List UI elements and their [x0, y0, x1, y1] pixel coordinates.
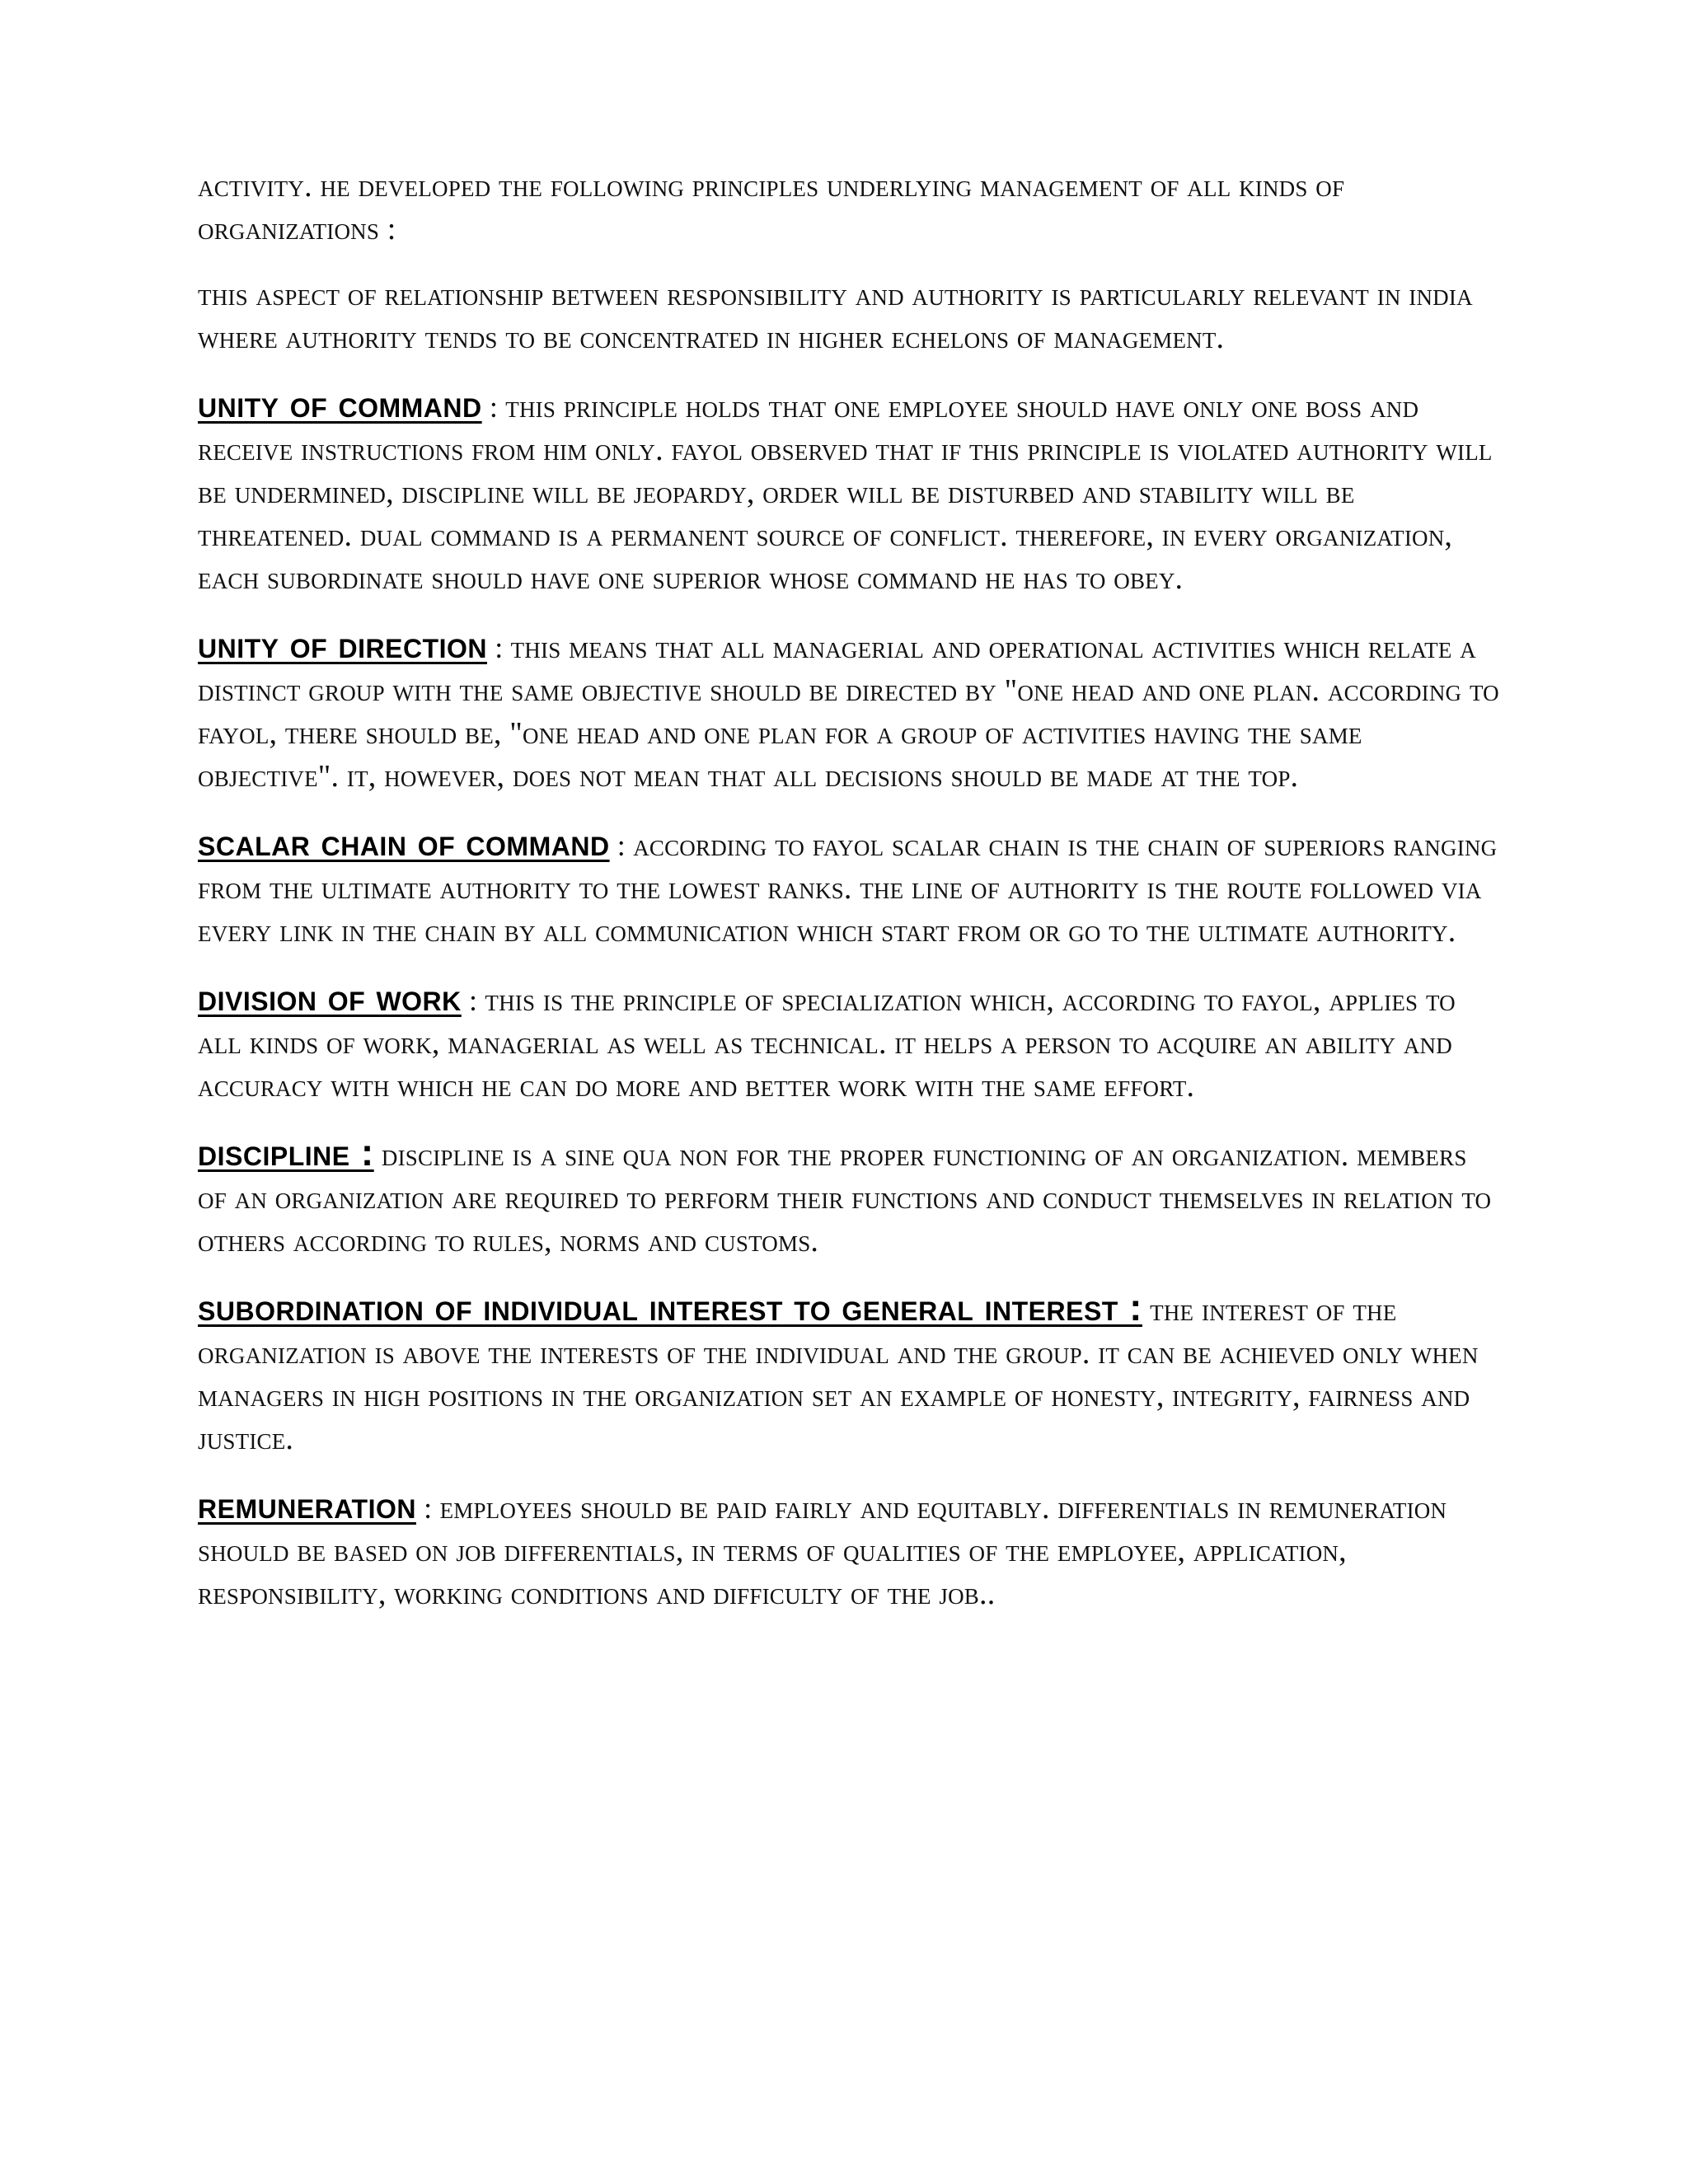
section-heading: unity of command — [198, 382, 482, 425]
document-page — [198, 165, 1500, 1638]
section-body: this is the principle of specialization which, according to fayol, applies to all kinds of work, managerial as well as technical. it helps a person to acquire an ability and accuracy with which he can do more and better work with the same effort. — [198, 983, 1456, 1104]
section-separator: : — [481, 391, 506, 424]
section-body: the interest of the organization is above the interests of the individual and the group. it can be achieved only when managers in high positions in the organization set an example of honesty, integrity, fairness and justice. — [198, 1293, 1479, 1456]
authority-paragraph: this aspect of relationship between responsibility and authority is particularly relevant in india where authority tends to be concentrated in higher echelons of management. — [198, 278, 1473, 355]
section-unity-of-direction — [198, 623, 1500, 798]
section-body: this principle holds that one employee should have only one boss and receive instructions from him only. fayol observed that if this principle is violated authority will be undermined, discipline will be jeopardy, order will be disturbed and stability will be threatened. dual command is a permanent source of conflict. therefore, in every organization, each subordinate should have one superior whose command he has to obey. — [198, 390, 1493, 596]
section-separator — [374, 1139, 382, 1172]
section-body: employees should be paid fairly and equitably. differentials in remuneration should be based on job differentials, in terms of qualities of the employee, application, responsibility, working conditions and difficulty of the job.. — [198, 1491, 1447, 1611]
section-unity-of-command — [198, 382, 1500, 600]
section-body: according to fayol scalar chain is the chain of superiors ranging from the ultimate authority to the lowest ranks. the line of authority is the route followed via every link in the chain by all communication which start from or go to the ultimate authority. — [198, 828, 1498, 949]
section-heading: division of work — [198, 976, 462, 1019]
section-discipline — [198, 1131, 1500, 1263]
section-body: discipline is a sine qua non for the proper functioning of an organization. members of an organization are required to perform their functions and conduct themselves in relation to others according to rules, norms and customs. — [198, 1138, 1492, 1258]
intro-paragraph: activity. he developed the following principles underlying management of all kinds of organizations : — [198, 169, 1345, 246]
section-separator: : — [487, 631, 511, 664]
section-heading: remuneration — [198, 1483, 416, 1526]
section-separator: : — [609, 829, 634, 862]
section-remuneration — [198, 1483, 1500, 1615]
section-separator: : — [415, 1492, 440, 1525]
section-heading: scalar chain of command — [198, 821, 610, 864]
section-separator — [1142, 1294, 1150, 1327]
section-heading: unity of direction — [198, 623, 487, 666]
section-heading: subordination of individual interest to general interest : — [198, 1286, 1142, 1329]
section-subordination — [198, 1286, 1500, 1460]
section-body: this means that all managerial and operational activities which relate a distinct group with the same objective should be directed by "one head and one plan. according to fayol, there should be, "one head and one plan for a group of activities having the same objective". it, however, does not mean that all decisions should be made at the top. — [198, 630, 1499, 794]
section-separator: : — [461, 984, 485, 1017]
section-heading: discipline : — [198, 1131, 374, 1174]
section-division-of-work — [198, 976, 1500, 1108]
section-scalar-chain — [198, 821, 1500, 953]
